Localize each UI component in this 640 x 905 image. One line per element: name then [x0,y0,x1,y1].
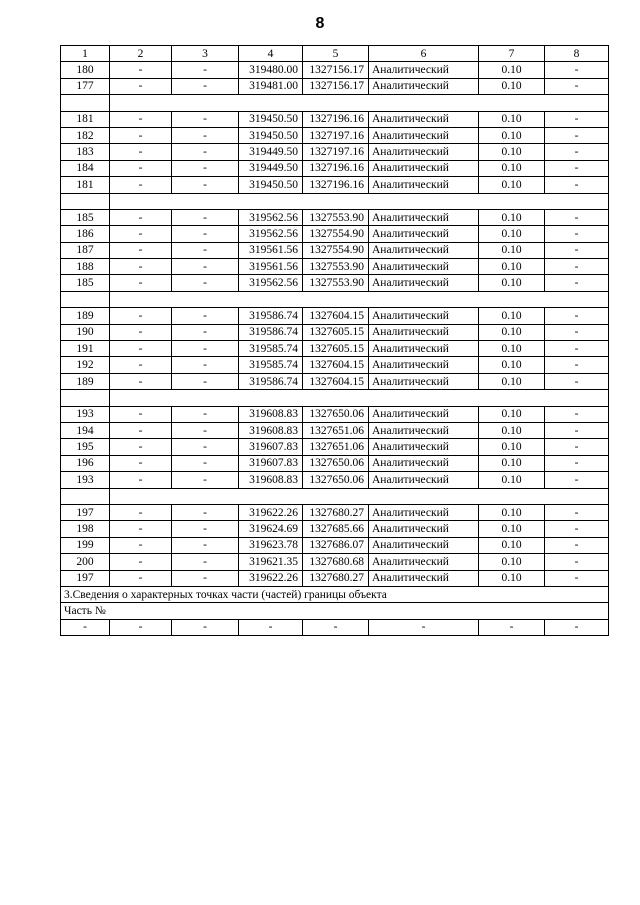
table-cell: - [110,422,172,438]
table-cell: - [172,439,239,455]
table-cell: - [110,242,172,258]
table-cell: 181 [61,111,110,127]
table-cell: 319562.56 [239,226,303,242]
table-cell: - [545,111,609,127]
table-cell: 319562.56 [239,209,303,225]
table-cell: 319586.74 [239,324,303,340]
table-cell: - [110,160,172,176]
table-cell: 1327197.16 [303,127,369,143]
table-cell: - [172,226,239,242]
table-cell: Аналитический [369,177,479,193]
table-cell: 186 [61,226,110,242]
table-row [61,554,609,570]
spacer-cell [61,95,110,111]
table-cell: 0.10 [479,275,545,291]
table-cell: 192 [61,357,110,373]
spacer-cell [61,488,110,504]
header-cell: 8 [545,46,609,62]
table-cell: 0.10 [479,177,545,193]
table-body [61,46,609,636]
table-cell: 0.10 [479,521,545,537]
table-cell: 0.10 [479,127,545,143]
table-cell: 1327554.90 [303,242,369,258]
table-row [61,78,609,94]
characteristic-points-table [60,45,609,636]
table-cell: - [110,259,172,275]
table-cell: Аналитический [369,209,479,225]
table-cell: 1327650.06 [303,455,369,471]
table-cell: 177 [61,78,110,94]
table-cell: - [172,127,239,143]
table-cell: 0.10 [479,570,545,586]
table-cell: - [172,259,239,275]
table-cell: 196 [61,455,110,471]
table-row [61,177,609,193]
table-cell: - [172,357,239,373]
table-cell: - [110,226,172,242]
table-cell: 1327680.68 [303,554,369,570]
table-cell: 1327156.17 [303,78,369,94]
table-cell: 0.10 [479,439,545,455]
spacer-cell [110,291,609,307]
table-cell: 198 [61,521,110,537]
table-row [61,308,609,324]
table-cell: Аналитический [369,308,479,324]
table-cell: 184 [61,160,110,176]
table-cell: Аналитический [369,422,479,438]
table-cell: Аналитический [369,242,479,258]
table-cell: - [369,619,479,635]
table-cell: - [172,341,239,357]
table-cell: 0.10 [479,455,545,471]
spacer-cell [110,488,609,504]
table-cell: 187 [61,242,110,258]
table-row [61,570,609,586]
table-cell: - [172,242,239,258]
table-cell: - [110,62,172,78]
table-cell: Аналитический [369,78,479,94]
table-cell: - [110,406,172,422]
table-cell: 319450.50 [239,111,303,127]
table-cell: - [110,78,172,94]
table-cell: 189 [61,373,110,389]
table-cell: - [172,619,239,635]
part-row [61,603,609,619]
table-cell: Аналитический [369,324,479,340]
table-cell: - [110,570,172,586]
table-cell: 319608.83 [239,422,303,438]
spacer-row [61,488,609,504]
table-cell: - [172,455,239,471]
table-cell: - [172,406,239,422]
table-cell: 0.10 [479,341,545,357]
table-row [61,341,609,357]
table-cell: - [110,373,172,389]
table-cell: - [239,619,303,635]
table-cell: - [110,504,172,520]
table-cell: - [172,554,239,570]
table-cell: 0.10 [479,259,545,275]
table-cell: 319480.00 [239,62,303,78]
table-cell: - [545,160,609,176]
table-row [61,472,609,488]
table-cell: 185 [61,275,110,291]
table-row [61,127,609,143]
table-cell: - [545,570,609,586]
table-cell: - [545,144,609,160]
table-cell: - [545,406,609,422]
table-cell: Аналитический [369,259,479,275]
table-cell: - [172,521,239,537]
table-cell: - [172,275,239,291]
table-cell: - [172,472,239,488]
table-cell: 197 [61,570,110,586]
table-cell: 1327650.06 [303,472,369,488]
table-cell: - [172,209,239,225]
table-cell: - [110,439,172,455]
table-cell: 0.10 [479,324,545,340]
table-cell: 1327553.90 [303,259,369,275]
header-cell: 6 [369,46,479,62]
table-cell: 1327196.16 [303,160,369,176]
table-cell: Аналитический [369,275,479,291]
table-cell: - [545,537,609,553]
table-cell: 319623.78 [239,537,303,553]
table-cell: - [172,144,239,160]
table-cell: 0.10 [479,406,545,422]
table-cell: - [545,357,609,373]
header-cell: 2 [110,46,172,62]
table-cell: - [545,209,609,225]
table-cell: 193 [61,406,110,422]
table-cell: - [110,472,172,488]
table-cell: 197 [61,504,110,520]
spacer-row [61,390,609,406]
table-cell: Аналитический [369,537,479,553]
table-cell: - [172,62,239,78]
table-cell: Аналитический [369,111,479,127]
header-cell: 4 [239,46,303,62]
table-row [61,504,609,520]
table-cell: Аналитический [369,373,479,389]
table-cell: Аналитический [369,439,479,455]
table-cell: - [110,308,172,324]
spacer-cell [110,390,609,406]
table-cell: - [545,472,609,488]
table-row [61,275,609,291]
table-cell: - [172,537,239,553]
table-cell: - [110,341,172,357]
table-cell: Аналитический [369,144,479,160]
table-cell: - [110,537,172,553]
table-cell: - [110,275,172,291]
table-cell: 0.10 [479,472,545,488]
table-cell: 188 [61,259,110,275]
spacer-cell [110,193,609,209]
table-cell: 0.10 [479,209,545,225]
table-cell: 319621.35 [239,554,303,570]
table-cell: - [110,177,172,193]
table-cell: 319562.56 [239,275,303,291]
table-cell: - [110,357,172,373]
table-cell: 1327604.15 [303,373,369,389]
table-cell: 194 [61,422,110,438]
table-row [61,439,609,455]
table-cell: - [172,308,239,324]
table-row [61,144,609,160]
table-cell: - [110,324,172,340]
table-cell: 0.10 [479,62,545,78]
table-cell: 1327604.15 [303,308,369,324]
table-cell: 319450.50 [239,127,303,143]
table-cell: 1327553.90 [303,275,369,291]
table-cell: 0.10 [479,504,545,520]
table-cell: 1327650.06 [303,406,369,422]
table-cell: - [545,619,609,635]
spacer-row [61,291,609,307]
table-cell: - [545,455,609,471]
table-cell: - [545,341,609,357]
table-cell: - [545,62,609,78]
table-cell: 319561.56 [239,259,303,275]
table-cell: - [545,521,609,537]
table-cell: 190 [61,324,110,340]
table-cell: 319607.83 [239,455,303,471]
header-cell: 3 [172,46,239,62]
table-cell: - [172,324,239,340]
table-row [61,62,609,78]
table-row [61,373,609,389]
table-row [61,619,609,635]
table-cell: - [172,177,239,193]
table-cell: 181 [61,177,110,193]
table-cell: 319481.00 [239,78,303,94]
table-cell: 0.10 [479,226,545,242]
table-cell: - [545,554,609,570]
section-title: 3.Сведения о характерных точках части (частей) границы объекта [61,586,609,602]
table-cell: - [545,439,609,455]
table-cell: 0.10 [479,422,545,438]
table-cell: 319449.50 [239,160,303,176]
table-cell: 0.10 [479,144,545,160]
spacer-cell [61,193,110,209]
table-cell: Аналитический [369,472,479,488]
table-cell: Аналитический [369,62,479,78]
table-cell: 319449.50 [239,144,303,160]
table-cell: - [545,308,609,324]
table-cell: - [545,504,609,520]
spacer-row [61,193,609,209]
table-cell: 1327680.27 [303,504,369,520]
table-cell: - [545,242,609,258]
table-cell: - [545,226,609,242]
table-row [61,259,609,275]
table-cell: 319585.74 [239,357,303,373]
table-cell: 319624.69 [239,521,303,537]
header-cell: 5 [303,46,369,62]
table-row [61,357,609,373]
table-cell: - [110,111,172,127]
table-cell: 0.10 [479,554,545,570]
table-cell: 195 [61,439,110,455]
table-cell: 1327196.16 [303,177,369,193]
table-cell: 193 [61,472,110,488]
part-label: Часть № [61,603,609,619]
table-cell: 0.10 [479,242,545,258]
header-cell: 7 [479,46,545,62]
table-cell: 182 [61,127,110,143]
table-cell: 0.10 [479,78,545,94]
table-cell: Аналитический [369,341,479,357]
table-cell: - [110,521,172,537]
table-cell: - [545,127,609,143]
table-cell: - [110,209,172,225]
table-cell: - [110,455,172,471]
spacer-row [61,95,609,111]
table-row [61,521,609,537]
table-cell: - [545,259,609,275]
table-cell: Аналитический [369,521,479,537]
table-cell: Аналитический [369,554,479,570]
table-cell: 1327605.15 [303,324,369,340]
table-cell: Аналитический [369,226,479,242]
table-cell: 319561.56 [239,242,303,258]
table-cell: 1327605.15 [303,341,369,357]
table-row [61,324,609,340]
table-cell: 191 [61,341,110,357]
table-cell: - [172,160,239,176]
section-title-row [61,586,609,602]
table-cell: 185 [61,209,110,225]
header-row [61,46,609,62]
table-cell: 0.10 [479,111,545,127]
table-cell: - [545,275,609,291]
table-cell: 0.10 [479,160,545,176]
table-cell: Аналитический [369,160,479,176]
table-cell: Аналитический [369,504,479,520]
table-cell: 1327686.07 [303,537,369,553]
table-row [61,160,609,176]
table-cell: 0.10 [479,308,545,324]
header-cell: 1 [61,46,110,62]
table-row [61,209,609,225]
table-cell: 319586.74 [239,308,303,324]
table-cell: - [172,111,239,127]
table-cell: 1327554.90 [303,226,369,242]
table-cell: 1327553.90 [303,209,369,225]
table-row [61,455,609,471]
table-cell: 180 [61,62,110,78]
table-cell: - [479,619,545,635]
table-cell: - [110,127,172,143]
table-cell: 199 [61,537,110,553]
table-cell: Аналитический [369,357,479,373]
table-row [61,406,609,422]
table-cell: 319622.26 [239,570,303,586]
table-cell: - [303,619,369,635]
table-cell: 319608.83 [239,406,303,422]
table-cell: 0.10 [479,373,545,389]
table-cell: 1327156.17 [303,62,369,78]
table-cell: 200 [61,554,110,570]
table-row [61,422,609,438]
page-number: 8 [315,15,325,32]
table-cell: - [172,78,239,94]
table-row [61,226,609,242]
table-cell: Аналитический [369,406,479,422]
table-cell: 183 [61,144,110,160]
table-cell: - [545,78,609,94]
spacer-cell [110,95,609,111]
table-row [61,242,609,258]
table-cell: - [172,570,239,586]
table-cell: - [172,373,239,389]
table-cell: Аналитический [369,127,479,143]
table-cell: 1327197.16 [303,144,369,160]
table-cell: 319585.74 [239,341,303,357]
table-cell: 319450.50 [239,177,303,193]
table-cell: - [61,619,110,635]
table-cell: - [110,619,172,635]
table-cell: 1327651.06 [303,422,369,438]
table-cell: - [172,504,239,520]
table-cell: Аналитический [369,455,479,471]
table-cell: 319586.74 [239,373,303,389]
table-cell: Аналитический [369,570,479,586]
table-cell: 1327604.15 [303,357,369,373]
table-cell: 189 [61,308,110,324]
table-row [61,537,609,553]
table-cell: - [172,422,239,438]
table-cell: - [545,373,609,389]
spacer-cell [61,390,110,406]
table-cell: 319608.83 [239,472,303,488]
table-cell: - [545,324,609,340]
table-row [61,111,609,127]
table-cell: - [110,554,172,570]
table-cell: 319607.83 [239,439,303,455]
table-cell: 1327651.06 [303,439,369,455]
table-cell: 1327680.27 [303,570,369,586]
table-cell: 0.10 [479,357,545,373]
spacer-cell [61,291,110,307]
table-cell: 1327685.66 [303,521,369,537]
table-cell: - [545,177,609,193]
table-cell: - [545,422,609,438]
table-cell: 1327196.16 [303,111,369,127]
table-cell: 319622.26 [239,504,303,520]
table-cell: - [110,144,172,160]
table-cell: 0.10 [479,537,545,553]
